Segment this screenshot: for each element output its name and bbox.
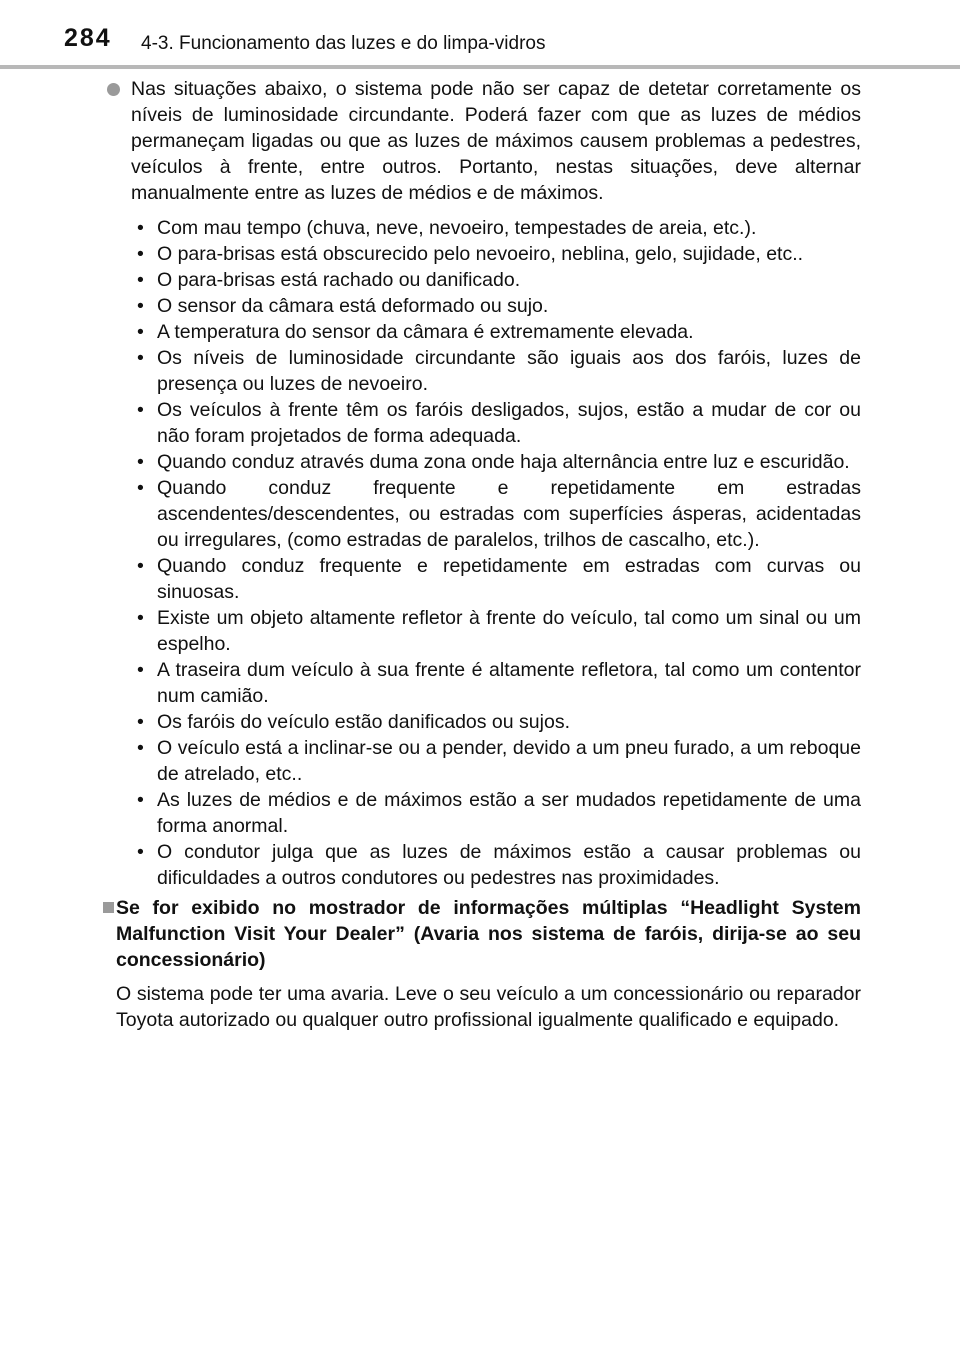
conditions-list [103,215,861,891]
list-item: • Existe um objeto altamente refletor à frente do veículo, tal como um sinal ou um espelho. [131,605,861,657]
list-item: • As luzes de médios e de máximos estão a ser mudados repetidamente de uma forma anormal. [131,787,861,839]
list-item: • O para-brisas está rachado ou danificado. [131,267,861,293]
list-item: • O para-brisas está obscurecido pelo nevoeiro, neblina, gelo, sujidade, etc.. [131,241,861,267]
list-item: • Com mau tempo (chuva, neve, nevoeiro, tempestades de areia, etc.). [131,215,861,241]
section-title: 4-3. Funcionamento das luzes e do limpa-vidros [141,33,546,54]
circle-bullet-icon [107,83,120,96]
header-rule [0,65,960,69]
page-content [103,72,861,1033]
intro-text: Nas situações abaixo, o sistema pode não ser capaz de detetar corretamente os níveis de luminosidade circundante. Poderá fazer com que as luzes de médios permaneçam ligadas ou que as luzes de máximos causem problemas a pedestres, veículos à frente, entre outros. Portanto, nestas situações, deve alternar manualmente entre as luzes de médios e de máximos. [131,78,861,204]
list-item: • Quando conduz através duma zona onde haja alternância entre luz e escuridão. [131,449,861,475]
list-item: • A traseira dum veículo à sua frente é altamente refletora, tal como um contentor num camião. [131,657,861,709]
list-item: • Os níveis de luminosidade circundante são iguais aos dos faróis, luzes de presença ou luzes de nevoeiro. [131,345,861,397]
list-item: • Quando conduz frequente e repetidamente em estradas com curvas ou sinuosas. [131,553,861,605]
list-item: • Os veículos à frente têm os faróis desligados, sujos, estão a mudar de cor ou não foram projetados de forma adequada. [131,397,861,449]
square-bullet-icon [103,902,114,913]
list-item: • Os faróis do veículo estão danificados ou sujos. [131,709,861,735]
warning-block [103,895,861,1033]
warning-title: Se for exibido no mostrador de informações múltiplas “Headlight System Malfunction Visit Your Dealer” (Avaria nos sistema de faróis, dirija-se ao seu concessionário) [116,897,861,971]
list-item: • Quando conduz frequente e repetidamente em estradas ascendentes/descendentes, ou estradas com superfícies ásperas, acidentadas ou irregulares, (como estradas de paralelos, trilhos de cascalho, etc.). [131,475,861,553]
list-item: • O sensor da câmara está deformado ou sujo. [131,293,861,319]
intro-block [103,76,861,206]
list-item: • O veículo está a inclinar-se ou a pender, devido a um pneu furado, a um reboque de atrelado, etc.. [131,735,861,787]
warning-body: O sistema pode ter uma avaria. Leve o seu veículo a um concessionário ou reparador Toyota autorizado ou qualquer outro profissional igualmente qualificado e equipado. [116,983,861,1031]
list-item: • O condutor julga que as luzes de máximos estão a causar problemas ou dificuldades a outros condutores ou pedestres nas proximidades. [131,839,861,891]
list-item: • A temperatura do sensor da câmara é extremamente elevada. [131,319,861,345]
page-number: 284 [64,24,112,52]
